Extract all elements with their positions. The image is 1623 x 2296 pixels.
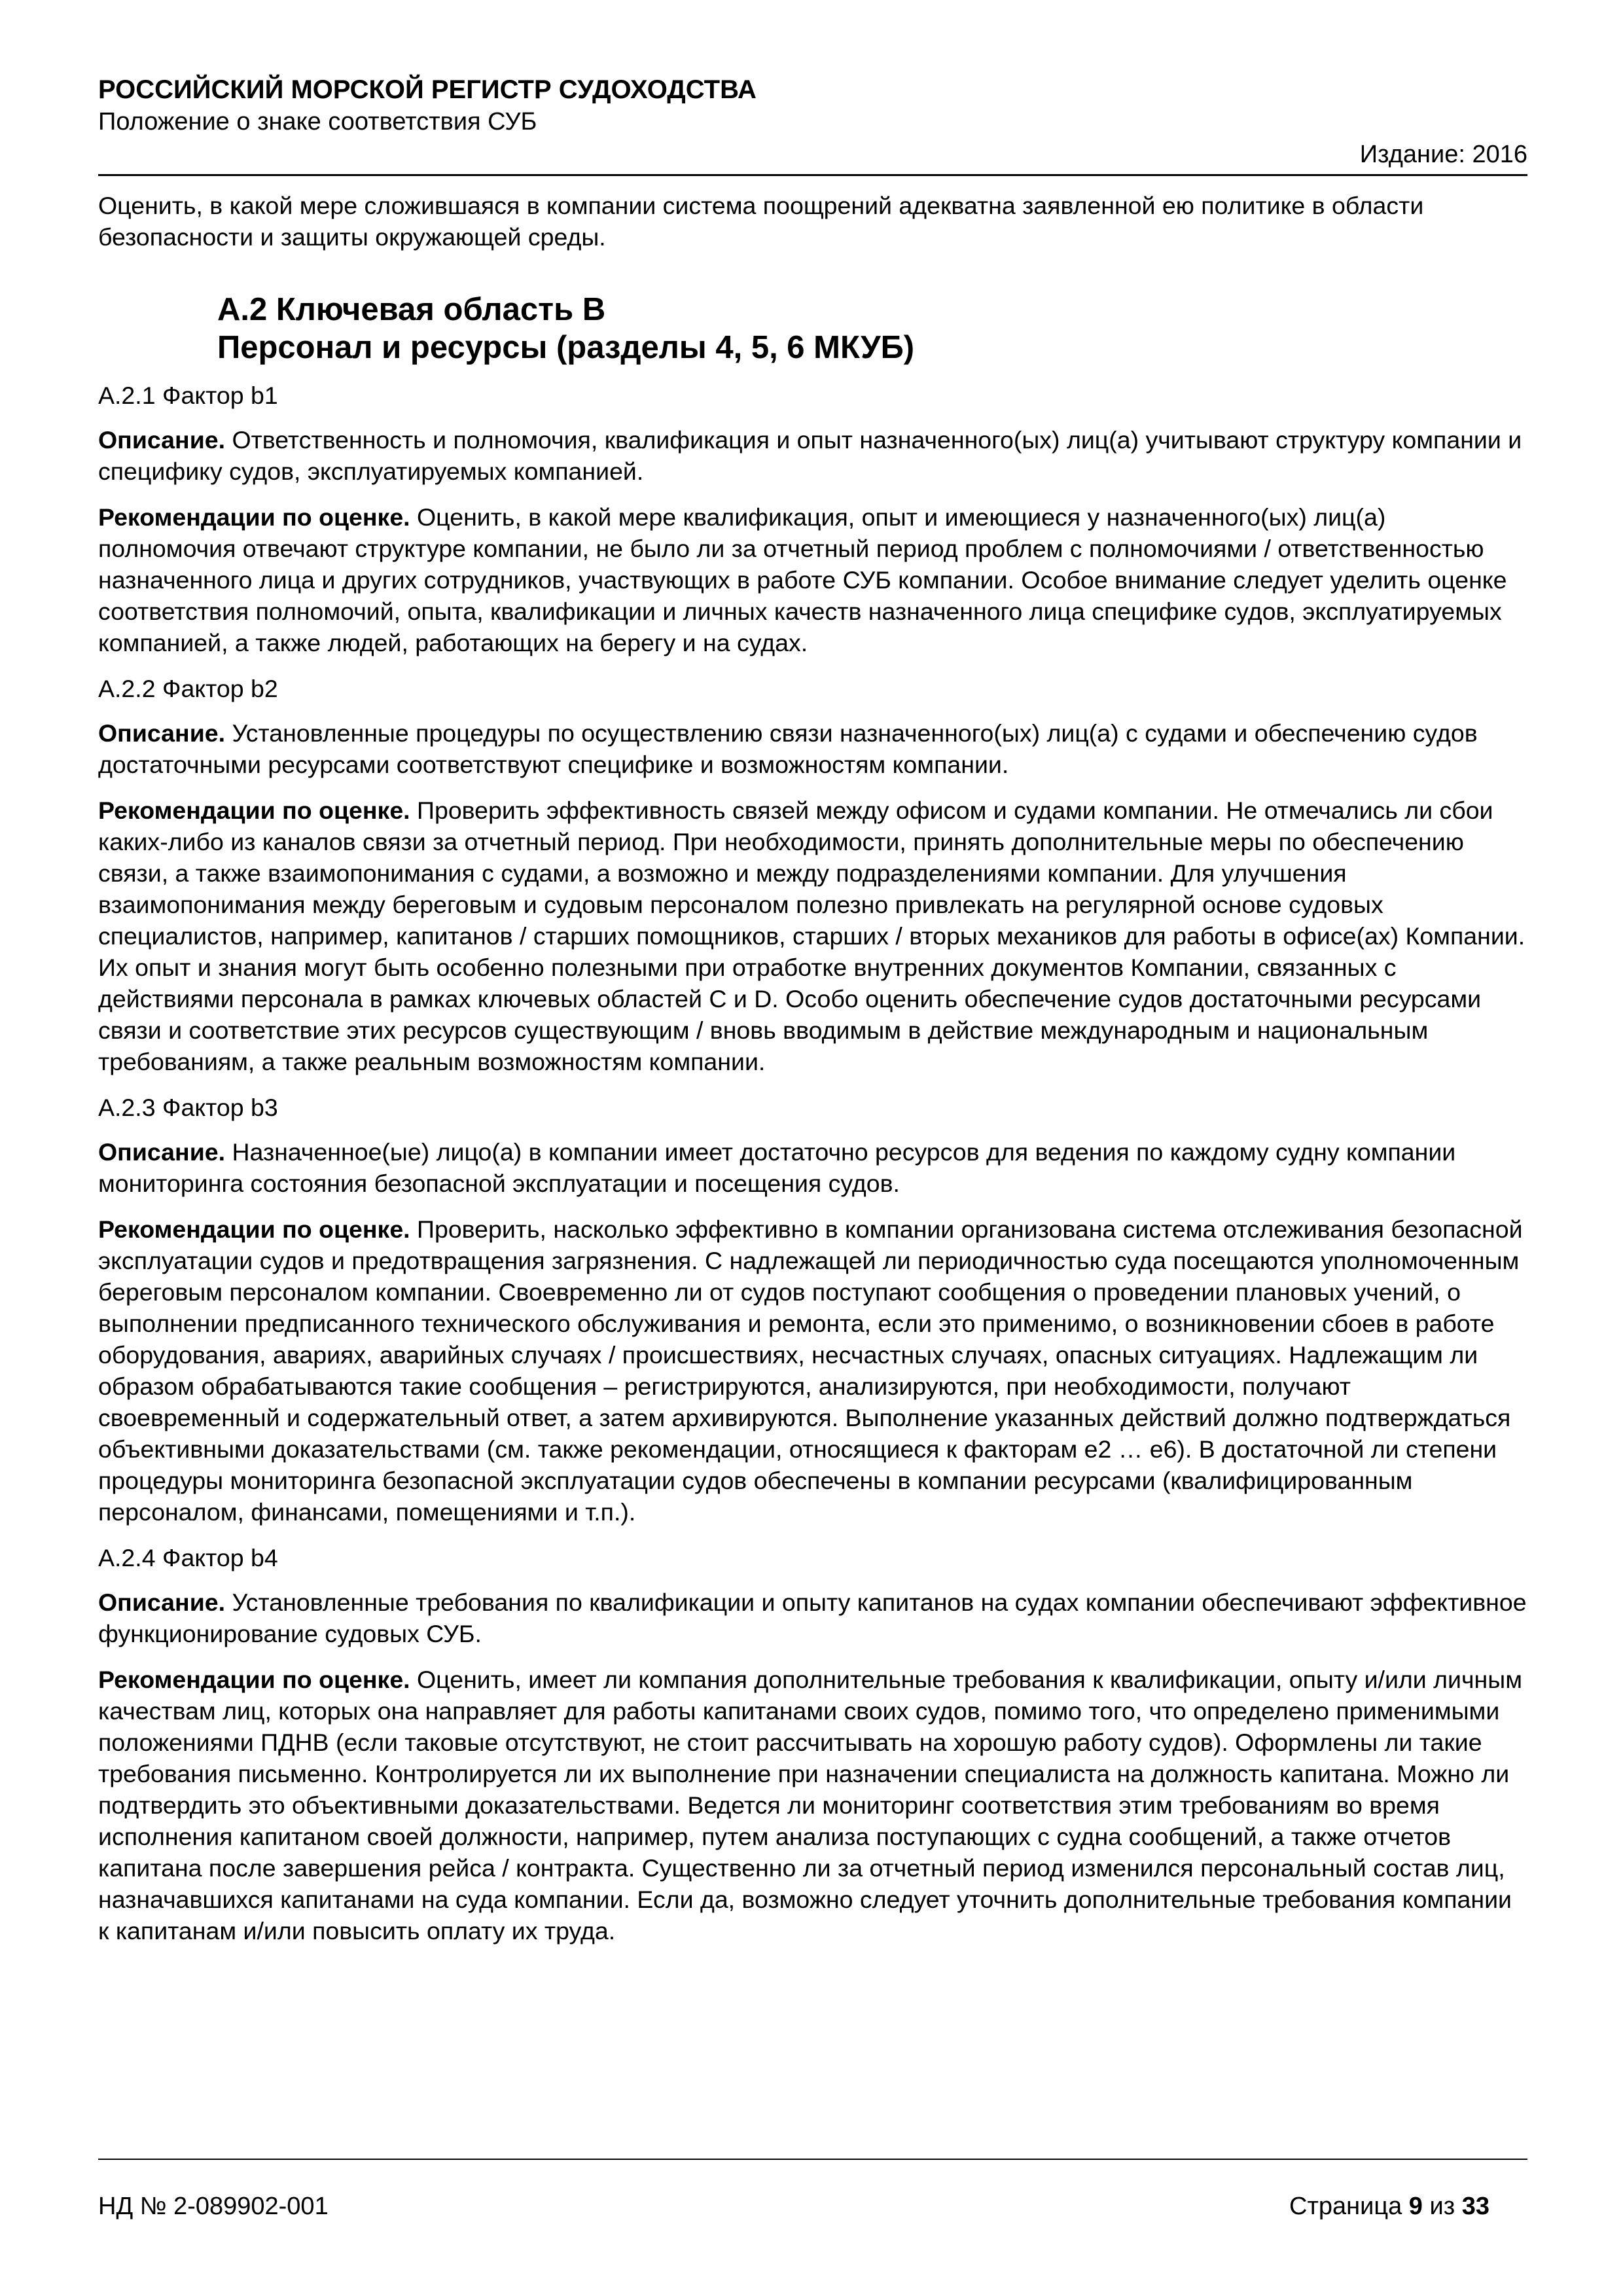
footer-divider [98,2159,1527,2160]
description-text: Назначенное(ые) лицо(а) в компании имеет достаточно ресурсов для ведения по каждому судну компании мониторинга состояния безопасной эксплуатации и посещения судов. [98,1138,1456,1197]
header-subtitle: Положение о знаке соответствия СУБ [98,108,537,135]
description-text: Ответственность и полномочия, квалификация и опыт назначенного(ых) лиц(а) учитывают структуру компании и специфику судов, эксплуатируемых компанией. [98,426,1522,485]
description-label: Описание. [98,426,226,454]
page-word: Страница [1289,2193,1402,2220]
page-total: 33 [1461,2193,1489,2220]
factor-heading-b2: А.2.2 Фактор b2 [98,675,278,702]
recommendations-text: Проверить эффективность связей между офисом и судами компании. Не отмечались ли сбои каких-либо из каналов связи за отчетный период. При необходимости, принять дополнительные меры по обеспечению связи, а также взаимопонимания с судами, а возможно и между подразделениями компании. Для улучшения взаимопонимания между береговым и судовым персоналом полезно привлекать на регулярной основе судовых специалистов, например, капитанов / старших помощников, старших / вторых механиков для работы в офисе(ах) Компании. Их опыт и знания могут быть особенно полезными при отработке внутренних документов Компании, связанных с действиями персонала в рамках ключевых областей С и D. Особо оценить обеспечение судов достаточными ресурсами связи и соответствие этих ресурсов существующим / вновь вводимым в действие международным и национальным требованиям, а также реальным возможностям компании. [98,797,1525,1075]
page-current: 9 [1408,2193,1423,2220]
recommendations-text: Проверить, насколько эффективно в компании организована система отслеживания безопасной эксплуатации судов и предотвращения загрязнения. С надлежащей ли периодичностью суда посещаются уполномоченным береговым персоналом компании. Своевременно ли от судов поступают сообщения о проведении плановых учений, о выполнении предписанного технического обслуживания и ремонта, если это применимо, о возникновении сбоев в работе оборудования, авариях, аварийных случаях / происшествиях, несчастных случаях, опасных ситуациях. Надлежащим ли образом обрабатываются такие сообщения – регистрируются, анализируются, при необходимости, получают своевременный и содержательный ответ, а затем архивируются. Выполнение указанных действий должно подтверждаться объективными доказательствами (см. также рекомендации, относящиеся к факторам е2 … е6). В достаточной ли степени процедуры мониторинга безопасной эксплуатации судов обеспечены в компании ресурсами (квалифицированным персоналом, финансами, помещениями и т.п.). [98,1215,1523,1526]
intro-paragraph: Оценить, в какой мере сложившаяся в компании система поощрений адекватна заявленной ею политике в области безопасности и защиты окружающей среды. [98,192,1424,251]
page-content [98,190,1527,1961]
factor-heading-b3: А.2.3 Фактор b3 [98,1094,278,1121]
footer-page-number [1289,2191,1489,2221]
description-text: Установленные процедуры по осуществлению связи назначенного(ых) лиц(а) с судами и обеспечению судов достаточными ресурсами соответствуют специфике и возможностям компании. [98,719,1478,778]
recommendations-text: Оценить, в какой мере квалификация, опыт и имеющиеся у назначенного(ых) лиц(а) полномочия отвечают структуре компании, не было ли за отчетный период проблем с полномочиями / ответственностью назначенного лица и других сотрудников, участвующих в работе СУБ компании. Особое внимание следует уделить оценке соответствия полномочий, опыта, квалификации и личных качеств назначенного лица специфике судов, эксплуатируемых компанией, а также людей, работающих на берегу и на судах. [98,503,1507,656]
header-edition: Издание: 2016 [1359,141,1527,168]
factor-b2-recommendations [98,795,1527,1077]
factor-b2-description [98,717,1527,780]
factor-b3-recommendations [98,1213,1527,1528]
recommendations-label: Рекомендации по оценке. [98,503,410,531]
description-label: Описание. [98,1138,226,1166]
recommendations-label: Рекомендации по оценке. [98,797,410,824]
factor-b1-recommendations [98,501,1527,658]
section-title-line-1: А.2 Ключевая область В [217,292,606,327]
recommendations-label: Рекомендации по оценке. [98,1666,410,1693]
description-label: Описание. [98,719,226,747]
footer-doc-number: НД № 2-089902-001 [98,2193,329,2220]
section-title-line-2: Персонал и ресурсы (разделы 4, 5, 6 МКУБ) [217,330,915,365]
document-page [98,0,1527,2296]
header-divider [98,174,1527,176]
factor-b3-description [98,1136,1527,1199]
factor-b4-description [98,1587,1527,1649]
factor-heading-b1: А.2.1 Фактор b1 [98,382,278,409]
factor-b4-recommendations [98,1664,1527,1946]
recommendations-text: Оценить, имеет ли компания дополнительные требования к квалификации, опыту и/или личным качествам лиц, которых она направляет для работы капитанами своих судов, помимо того, что определено применимыми положениями ПДНВ (если таковые отсутствуют, не стоит рассчитывать на хорошую работу судов). Оформлены ли такие требования письменно. Контролируется ли их выполнение при назначении специалиста на должность капитана. Можно ли подтвердить это объективными доказательствами. Ведется ли мониторинг соответствия этим требованиям во время исполнения капитаном своей должности, например, путем анализа поступающих с судна сообщений, а также отчетов капитана после завершения рейса / контракта. Существенно ли за отчетный период изменился персональный состав лиц, назначавшихся капитанами на суда компании. Если да, возможно следует уточнить дополнительные требования компании к капитанам и/или повысить оплату их труда. [98,1666,1522,1945]
factor-b1-description [98,424,1527,487]
header-organization: РОССИЙСКИЙ МОРСКОЙ РЕГИСТР СУДОХОДСТВА [98,75,757,104]
description-text: Установленные требования по квалификации и опыту капитанов на судах компании обеспечивают эффективное функционирование судовых СУБ. [98,1588,1527,1647]
section-title [217,291,1527,367]
page-of: из [1429,2193,1455,2220]
recommendations-label: Рекомендации по оценке. [98,1215,410,1243]
factor-heading-b4: А.2.4 Фактор b4 [98,1544,278,1571]
description-label: Описание. [98,1588,226,1616]
